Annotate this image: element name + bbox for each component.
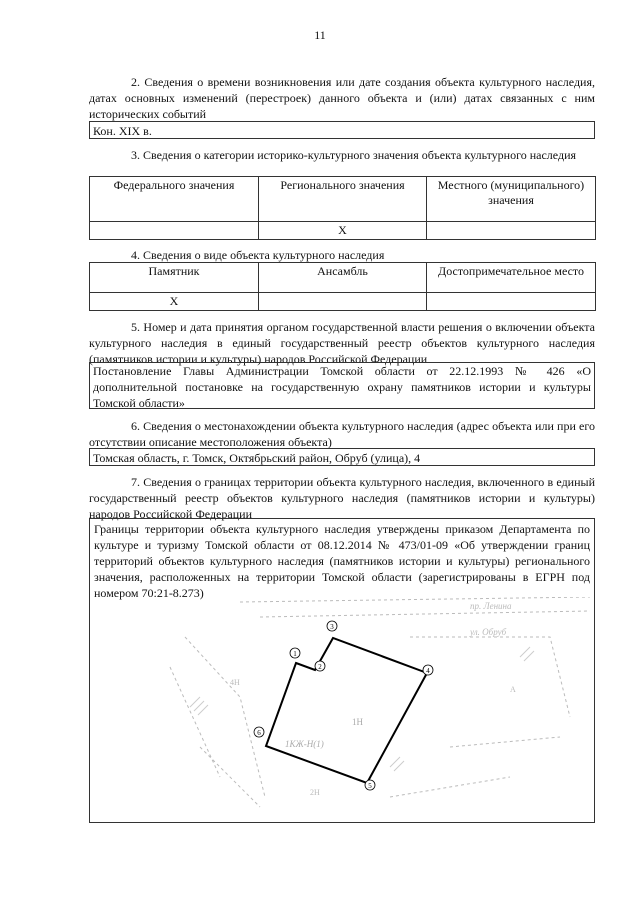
type-table — [89, 262, 596, 311]
boundary-box — [89, 518, 595, 823]
section-6-title: 6. Сведения о местонахождении объекта культурного наследия (адрес объекта или при его отсутствии описание местоположения объекта) — [89, 419, 595, 449]
map-label-neighbor-1: 4Н — [230, 678, 240, 687]
map-label-street-1: пр. Ленина — [470, 601, 512, 611]
boundary-point-5-label: 5 — [368, 782, 372, 790]
category-mark-local — [427, 222, 596, 240]
boundary-point-1-label: 1 — [293, 650, 297, 658]
territory-boundary — [266, 638, 427, 783]
type-header-ensemble: Ансамбль — [259, 263, 427, 293]
map-background-lines — [170, 597, 590, 807]
section-5-title: 5. Номер и дата принятия органом государственной власти решения о включении объекта культурного наследия в единый государственный реестр объектов культурного наследия (памятников истории и культуры) народов Российской Федерации — [89, 320, 595, 366]
type-header-place: Достопримечательное место — [427, 263, 596, 293]
category-table — [89, 176, 596, 240]
section-7-title: 7. Сведения о границах территории объекта культурного наследия, включенного в единый государственный реестр объектов культурного наследия (памятников истории и культуры) народов Российской Федерации — [89, 475, 595, 521]
category-header-federal: Федерального значения — [90, 177, 259, 222]
type-mark-place — [427, 293, 596, 311]
map-label-neighbor-3: 2Н — [310, 788, 320, 797]
boundary-point-4-label: 4 — [426, 667, 430, 675]
page-number: 11 — [314, 28, 326, 42]
category-mark-federal — [90, 222, 259, 240]
section-5-value: Постановление Главы Администрации Томской области от 22.12.1993 № 426 «О дополнительной постановке на государственную охрану памятников истории и культуры Томской области» — [89, 362, 595, 409]
boundary-map — [90, 597, 594, 817]
boundary-point-2-label: 2 — [318, 663, 322, 671]
type-mark-monument: X — [90, 293, 259, 311]
map-hatching — [190, 647, 534, 771]
boundary-point-6-label: 6 — [257, 729, 261, 737]
map-label-plot: 1Н — [352, 717, 363, 727]
section-6-value: Томская область, г. Томск, Октябрьский район, Обруб (улица), 4 — [89, 448, 595, 466]
section-2-value: Кон. XIX в. — [89, 121, 595, 139]
category-header-regional: Регионального значения — [259, 177, 427, 222]
type-header-monument: Памятник — [90, 263, 259, 293]
category-header-local: Местного (муниципального) значения — [427, 177, 596, 222]
section-2-title: 2. Сведения о времени возникновения или дате создания объекта культурного наследия, датах основных изменений (перестроек) данного объекта и (или) датах связанных с ним исторических событий — [89, 75, 595, 121]
section-4-title: 4. Сведения о виде объекта культурного наследия — [131, 248, 385, 262]
section-3-title: 3. Сведения о категории историко-культурного значения объекта культурного наследия — [131, 148, 577, 162]
boundary-point-3-label: 3 — [330, 623, 334, 631]
map-label-street-2: ул. Обруб — [470, 627, 507, 637]
map-label-neighbor-2: А — [510, 685, 516, 694]
map-label-building: 1КЖ-Н(1) — [285, 739, 324, 749]
type-mark-ensemble — [259, 293, 427, 311]
section-7-value: Границы территории объекта культурного наследия утверждены приказом Департамента по культуре и туризму Томской области от 08.12.2014 № 473/01-09 «Об утверждении границ территорий объектов культурного наследия (памятников истории и культуры) регионального значения, расположенных на территории Томской области (зарегистрированы в ЕГРН под номером 70:21-8.273) — [94, 522, 590, 600]
category-mark-regional: X — [259, 222, 427, 240]
